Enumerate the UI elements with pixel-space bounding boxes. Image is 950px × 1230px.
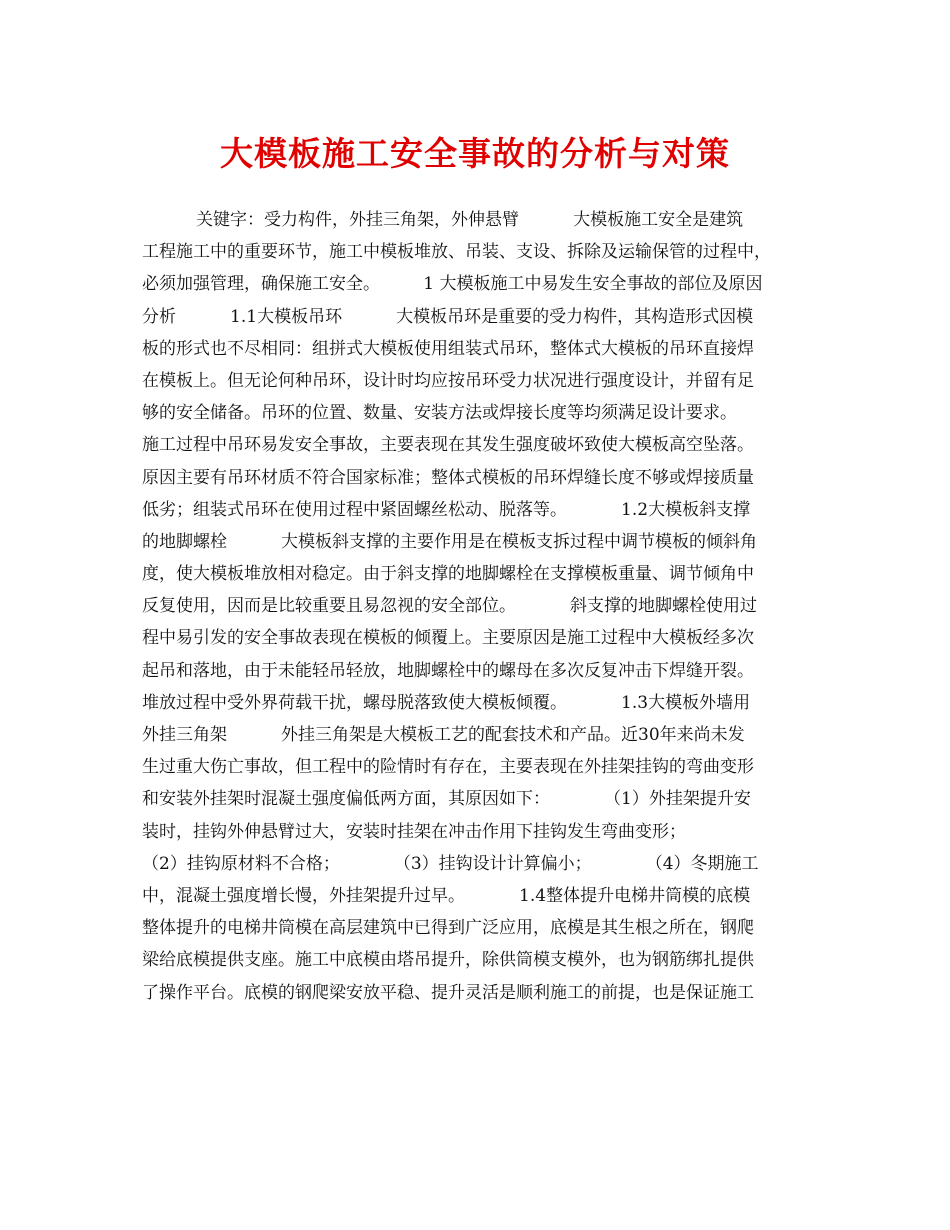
body-text-line: 施工过程中吊环易发安全事故，主要表现在其发生强度破坏致使大模板高空坠落。	[142, 435, 754, 456]
body-text-line: 分析 1.1大模板吊环 大模板吊环是重要的受力构件，其构造形式因模	[142, 306, 754, 327]
body-text-line: 生过重大伤亡事故，但工程中的险情时有存在，主要表现在外挂架挂钩的弯曲变形	[142, 757, 754, 778]
body-text-line: 在模板上。但无论何种吊环，设计时均应按吊环受力状况进行强度设计，并留有足	[142, 370, 754, 391]
body-text-line: 反复使用，因而是比较重要且易忽视的安全部位。 斜支撑的地脚螺栓使用过	[142, 596, 758, 617]
body-text-line: 必须加强管理，确保施工安全。 1 大模板施工中易发生安全事故的部位及原因	[142, 274, 763, 295]
body-text-line: 关键字：受力构件，外挂三角架，外伸悬臂 大模板施工安全是建筑	[142, 210, 744, 230]
body-text-line: 和安装外挂架时混凝土强度偏低两方面，其原因如下： （1）外挂架提升安	[142, 789, 751, 810]
body-text-line: 够的安全储备。吊环的位置、数量、安装方法或焊接长度等均须满足设计要求。	[142, 403, 737, 424]
body-text-line: 的地脚螺栓 大模板斜支撑的主要作用是在模板支拆过程中调节模板的倾斜角	[142, 531, 758, 552]
body-text-line: 程中易引发的安全事故表现在模板的倾覆上。主要原因是施工过程中大模板经多次	[142, 628, 754, 649]
body-text-line: 外挂三角架 外挂三角架是大模板工艺的配套技术和产品。近30年来尚未发	[142, 725, 745, 745]
body-text-line: 低劣；组装式吊环在使用过程中紧固螺丝松动、脱落等。 1.2大模板斜支撑	[142, 499, 751, 520]
body-text-line: 起吊和落地，由于未能轻吊轻放，地脚螺栓中的螺母在多次反复冲击下焊缝开裂。	[142, 660, 754, 681]
body-text-line: 度，使大模板堆放相对稳定。由于斜支撑的地脚螺栓在支撑模板重量、调节倾角中	[142, 564, 754, 585]
body-text-line: 整体提升的电梯井筒模在高层建筑中已得到广泛应用，底模是其生根之所在，钢爬	[142, 918, 754, 939]
body-text-line: 了操作平台。底模的钢爬梁安放平稳、提升灵活是顺利施工的前提，也是保证施工	[142, 982, 754, 1003]
document-title: 大模板施工安全事故的分析与对策	[220, 134, 730, 173]
body-text-line: 板的形式也不尽相同：组拼式大模板使用组装式吊环，整体式大模板的吊环直接焊	[142, 338, 754, 359]
body-text-line: 工程施工中的重要环节，施工中模板堆放、吊装、支设、拆除及运输保管的过程中，	[142, 242, 771, 263]
document-body	[142, 204, 812, 1009]
body-text-line: 堆放过程中受外界荷载干扰，螺母脱落致使大模板倾覆。 1.3大模板外墙用	[142, 692, 751, 713]
body-text-line: 中，混凝土强度增长慢，外挂架提升过早。 1.4整体提升电梯井筒模的底模	[142, 885, 751, 906]
body-text-line: （2）挂钩原材料不合格； （3）挂钩设计计算偏小； （4）冬期施工	[142, 853, 759, 874]
body-text-line: 装时，挂钩外伸悬臂过大，安装时挂架在冲击作用下挂钩发生弯曲变形；	[142, 821, 686, 842]
body-text-line: 梁给底模提供支座。施工中底模由塔吊提升，除供筒模支模外，也为钢筋绑扎提供	[142, 950, 754, 971]
body-text-line: 原因主要有吊环材质不符合国家标准；整体式模板的吊环焊缝长度不够或焊接质量	[142, 467, 754, 488]
